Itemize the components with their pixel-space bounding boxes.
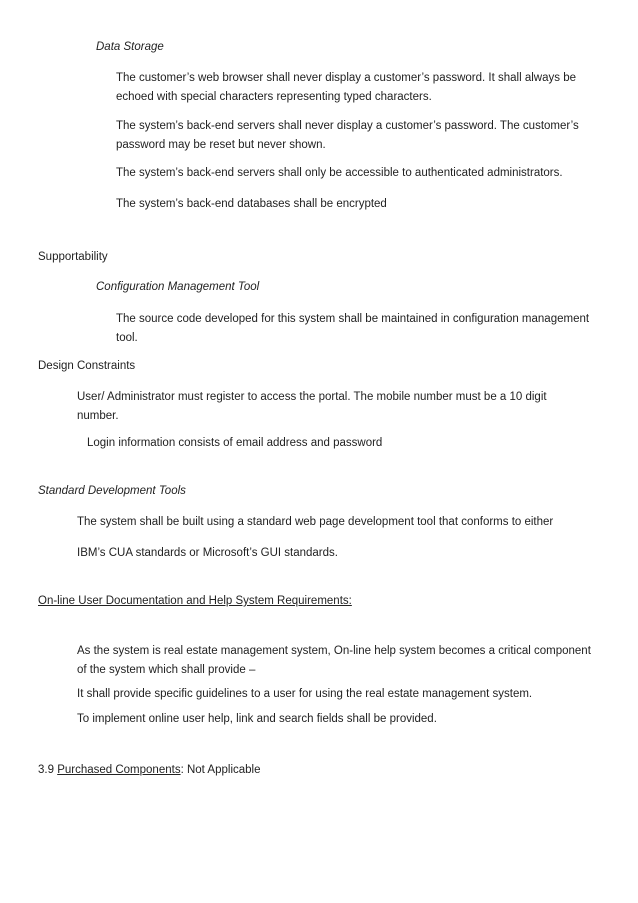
- data-storage-para-4: The system’s back-end databases shall be encrypted: [116, 198, 387, 210]
- data-storage-heading: Data Storage: [96, 41, 164, 53]
- purchased-components-line: [38, 761, 261, 780]
- standard-dev-tools-para-1: The system shall be built using a standard web page development tool that conforms to either: [77, 516, 554, 528]
- purchased-components-heading: Purchased Components: [57, 764, 181, 776]
- online-docs-para-1: As the system is real estate management system, On-line help system becomes a critical component of the system which shall provide –: [77, 645, 591, 676]
- design-constraints-para-1: User/ Administrator must register to access the portal. The mobile number must be a 10 digit number.: [77, 391, 547, 422]
- standard-dev-tools-heading: Standard Development Tools: [38, 485, 186, 497]
- purchased-components-value: : Not Applicable: [180, 764, 261, 776]
- configuration-management-para: The source code developed for this system shall be maintained in configuration management tool.: [116, 313, 590, 344]
- supportability-heading: Supportability: [38, 251, 108, 263]
- online-docs-para-2: It shall provide specific guidelines to a user for using the real estate management system.: [77, 688, 533, 700]
- configuration-management-heading: Configuration Management Tool: [96, 281, 260, 293]
- section-number: 3.9: [38, 764, 58, 776]
- data-storage-para-1: The customer’s web browser shall never display a customer’s password. It shall always be echoed with special characters representing typed characters.: [116, 72, 576, 103]
- online-docs-para-3: To implement online user help, link and search fields shall be provided.: [77, 713, 437, 725]
- design-constraints-para-2: Login information consists of email address and password: [87, 437, 383, 449]
- online-docs-heading: On-line User Documentation and Help System Requirements:: [38, 595, 352, 607]
- standard-dev-tools-para-2: IBM’s CUA standards or Microsoft’s GUI standards.: [77, 547, 338, 559]
- data-storage-para-3: The system’s back-end servers shall only be accessible to authenticated administrators.: [116, 167, 563, 179]
- design-constraints-heading: Design Constraints: [38, 360, 136, 372]
- data-storage-para-2: The system’s back-end servers shall never display a customer’s password. The customer’s password may be reset but never shown.: [116, 120, 579, 151]
